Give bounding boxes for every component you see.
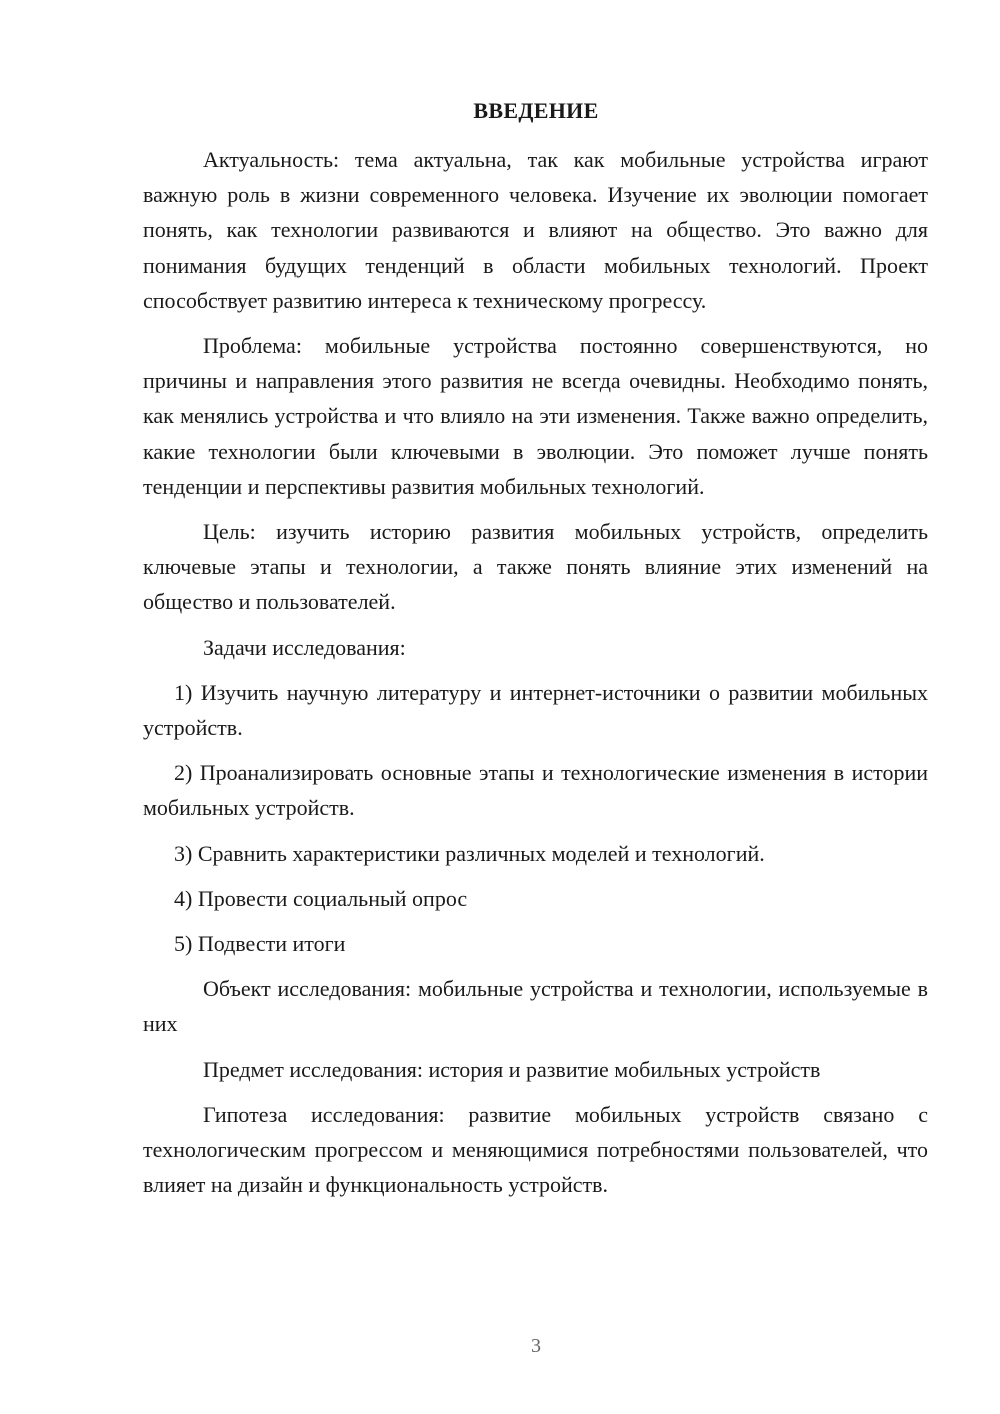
page-number: 3 (531, 1335, 541, 1357)
paragraph-subject: Предмет исследования: история и развитие мобильных устройств (203, 1056, 821, 1082)
task-item-2: 2) Проанализировать основные этапы и технологические изменения в истории мобильных устройств. (143, 760, 928, 821)
task-item-3: 3) Сравнить характеристики различных моделей и технологий. (174, 840, 765, 866)
task-item-1: 1) Изучить научную литературу и интернет-источники о развитии мобильных устройств. (143, 679, 928, 741)
section-title: ВВЕДЕНИЕ (473, 98, 599, 123)
task-item-4: 4) Провести социальный опрос (174, 885, 468, 911)
paragraph-tasks-heading: Задачи исследования: (203, 634, 406, 660)
paragraph-problem: Проблема: мобильные устройства постоянно совершенствуются, но причины и направления этого развития не всегда очевидны. Необходимо понять, как менялись устройства и что влияло на эти изменения. Также важно определить, какие технологии были ключевыми в эволюции. Это поможет лучше понять тенденции и перспективы развития мобильных технологий. (143, 333, 928, 499)
paragraph-goal: Цель: изучить историю развития мобильных устройств, определить ключевые этапы и технологии, а также понять влияние этих изменений на общество и пользователей. (143, 519, 928, 615)
paragraph-relevance: Актуальность: тема актуальна, так как мобильные устройства играют важную роль в жизни современного человека. Изучение их эволюции помогает понять, как технологии развиваются и влияют на общество. Это важно для понимания будущих тенденций в области мобильных технологий. Проект способствует развитию интереса к техническому прогрессу. (143, 147, 928, 313)
document-body (143, 142, 928, 1212)
paragraph-hypothesis: Гипотеза исследования: развитие мобильных устройств связано с технологическим прогрессом и меняющимися потребностями пользователей, что влияет на дизайн и функциональность устройств. (143, 1101, 928, 1198)
paragraph-object: Объект исследования: мобильные устройства и технологии, используемые в них (143, 976, 928, 1037)
task-item-5: 5) Подвести итоги (174, 931, 346, 957)
